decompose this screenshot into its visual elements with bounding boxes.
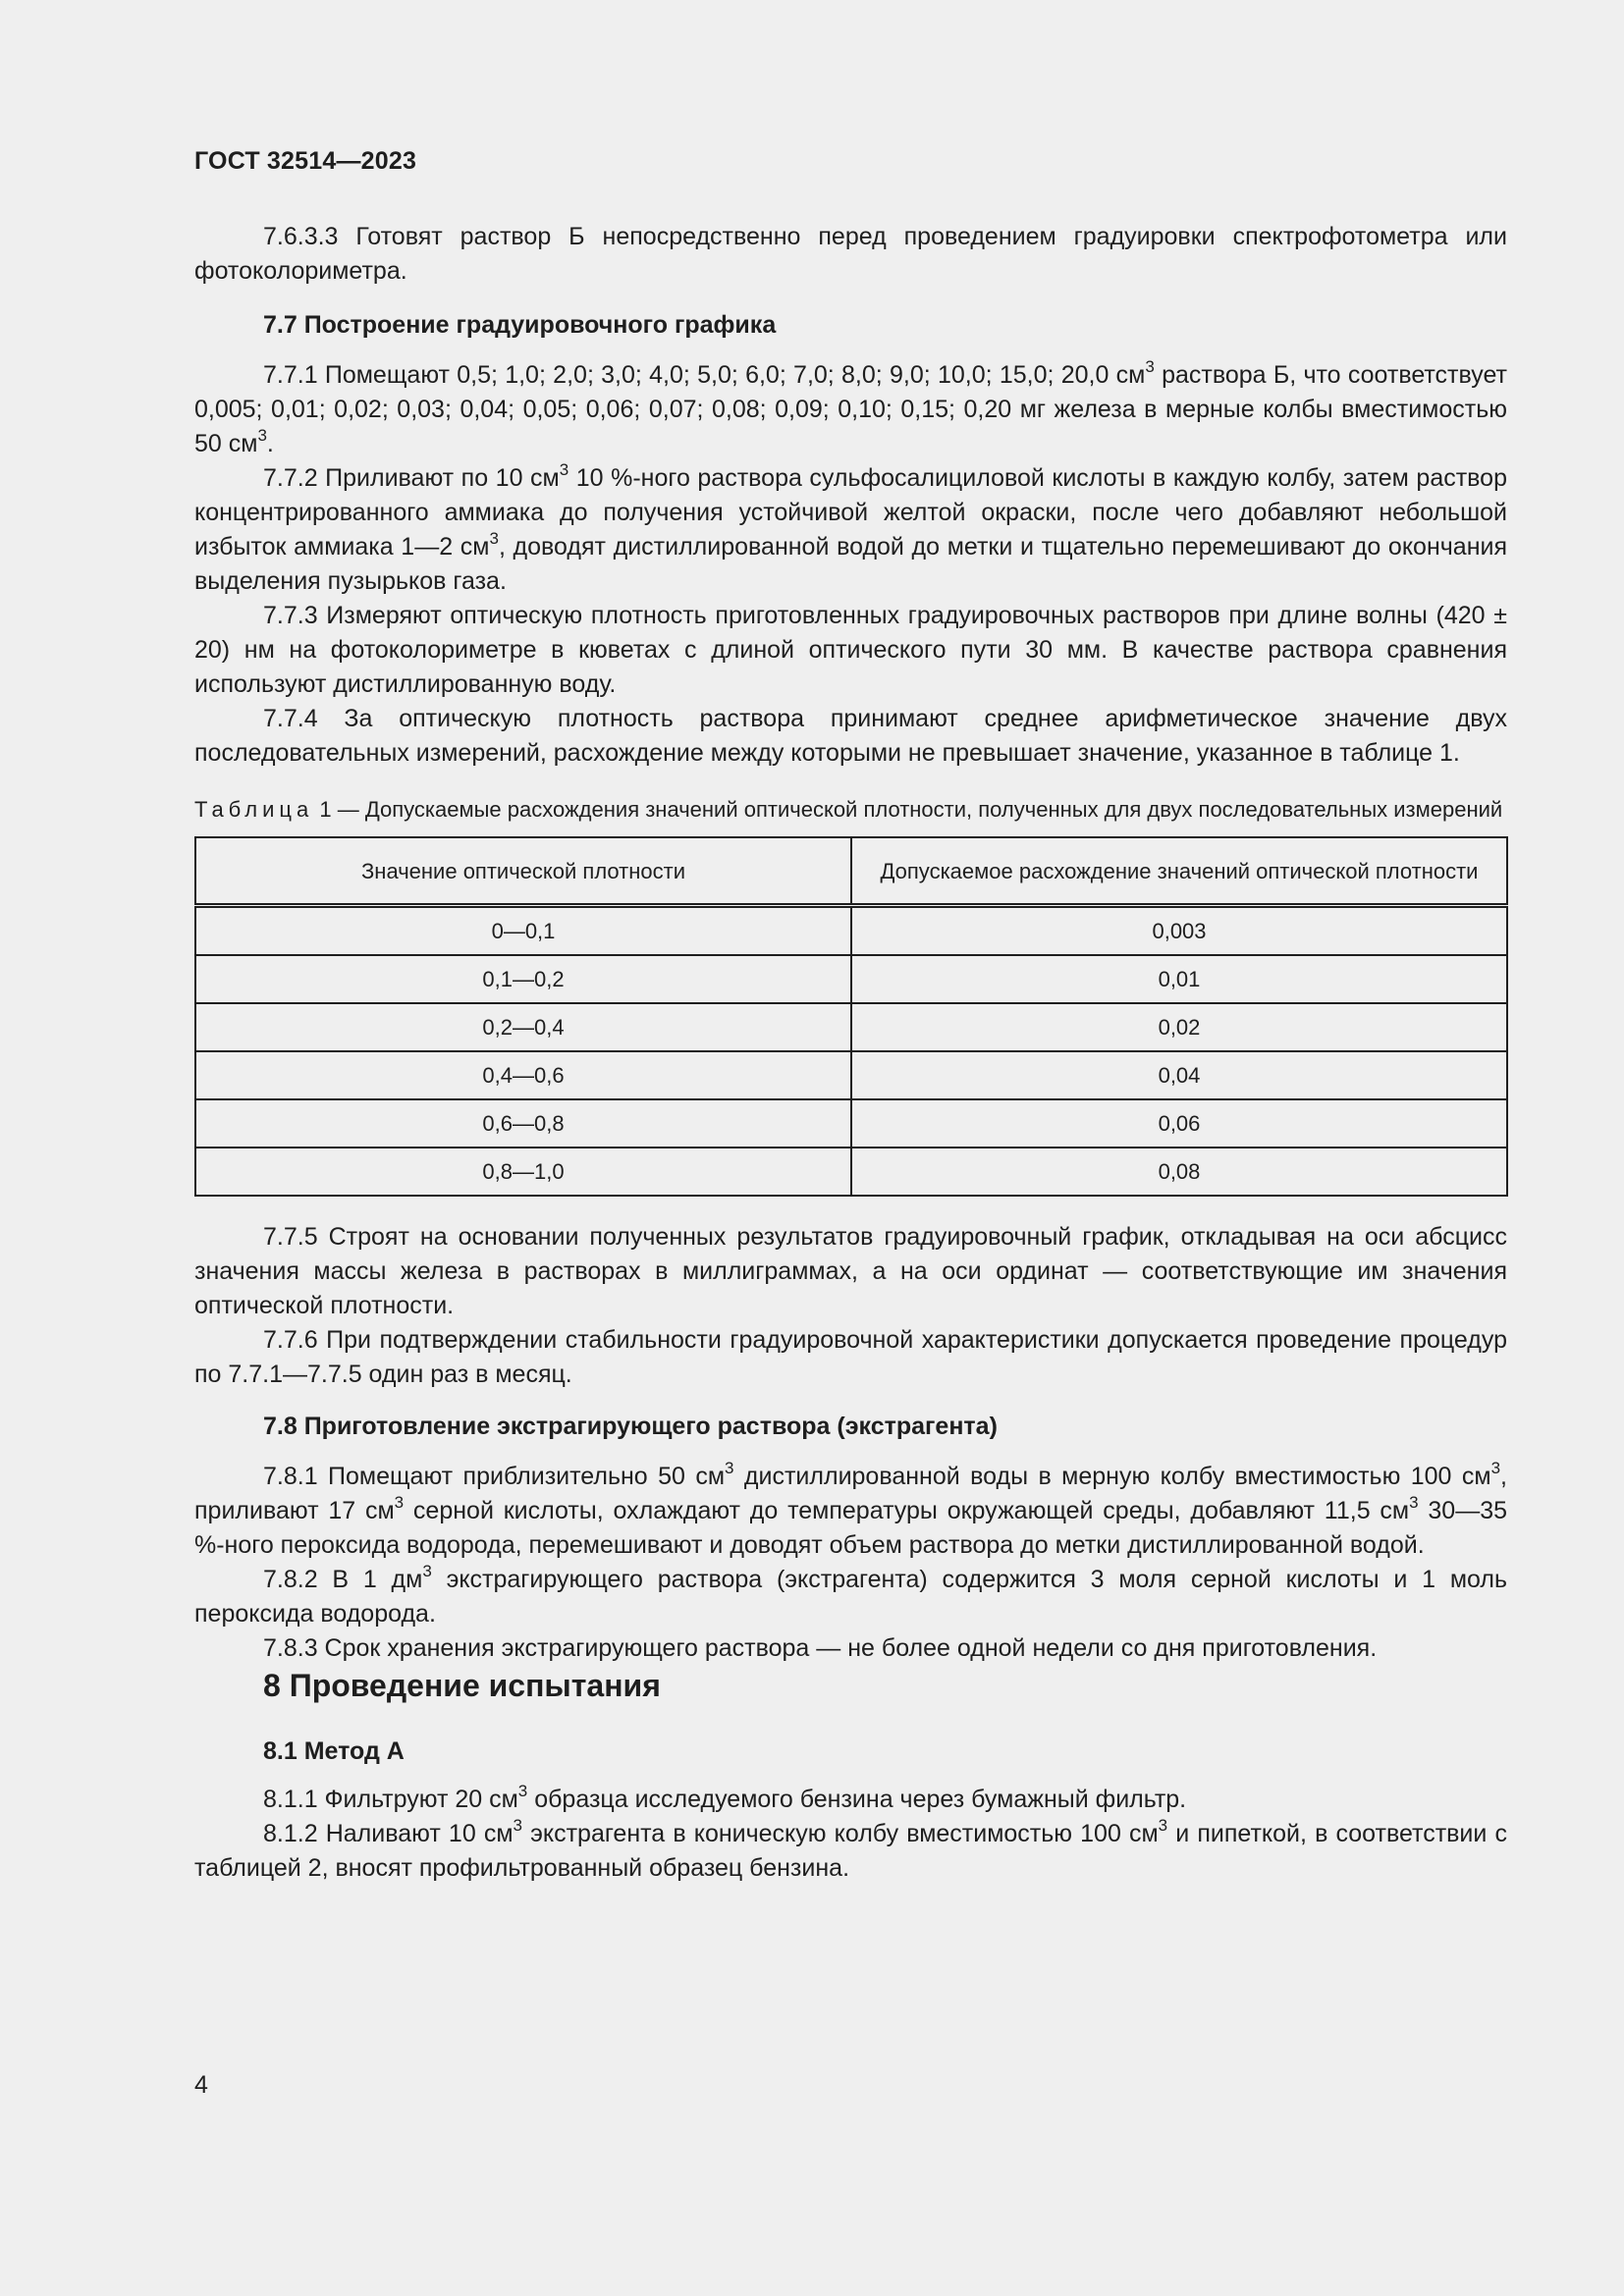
text-segment: 8.1.2 Наливают 10 см — [263, 1820, 514, 1847]
superscript: 3 — [517, 1781, 528, 1800]
superscript: 3 — [1145, 356, 1155, 376]
text-segment: 7.8.2 В 1 дм — [263, 1566, 423, 1593]
table-cell: 0,04 — [851, 1051, 1507, 1099]
page-number: 4 — [194, 2071, 208, 2099]
text-segment: 8.1.1 Фильтруют 20 см — [263, 1786, 518, 1813]
table-caption-text: 1 — Допускаемые расхождения значений оптической плотности, полученных для двух последовательных измерений — [313, 797, 1503, 822]
paragraph-7-8-2 — [194, 1563, 1507, 1631]
table-cell: 0,01 — [851, 955, 1507, 1003]
superscript: 3 — [257, 425, 267, 445]
paragraph-7-6-3-3: 7.6.3.3 Готовят раствор Б непосредственно перед проведением градуировки спектрофотометра или фотоколориметра. — [194, 223, 1507, 285]
column-header: Значение оптической плотности — [195, 837, 851, 906]
table-caption — [194, 794, 1507, 825]
text-segment: раствора Б, что соответствует 0,005; 0,01; 0,02; 0,03; 0,04; 0,05; 0,06; 0,07; 0,08; 0,09; 0,10; 0,15; 0,20 мг железа в мерные колбы вместимостью 50 см — [194, 361, 1507, 457]
paragraph-7-7-5: 7.7.5 Строят на основании полученных результатов градуировочный график, откладывая на оси абсцисс значения массы железа в растворах в миллиграммах, а на оси ординат — соответствующие им значения оптической плотности. — [194, 1223, 1507, 1319]
paragraph-7-7-2 — [194, 461, 1507, 599]
table-row — [195, 1051, 1507, 1099]
table-cell: 0,08 — [851, 1148, 1507, 1196]
table-cell: 0,06 — [851, 1099, 1507, 1148]
table-cell: 0,02 — [851, 1003, 1507, 1051]
table-cell: 0,2—0,4 — [195, 1003, 851, 1051]
text-segment: . — [266, 430, 274, 457]
superscript: 3 — [559, 459, 569, 479]
text-segment: 10 %-ного раствора сульфосалициловой кислоты в каждую колбу, затем раствор концентрированного аммиака до получения устойчивой желтой окраски, после чего добавляют небольшой избыток аммиака 1—2 см — [194, 464, 1507, 561]
text-segment: дистиллированной воды в мерную колбу вместимостью 100 см — [733, 1463, 1491, 1490]
table-row — [195, 1099, 1507, 1148]
paragraph-7-7-1 — [194, 358, 1507, 461]
paragraph-7-8-3: 7.8.3 Срок хранения экстрагирующего раствора — не более одной недели со дня приготовления. — [263, 1634, 1378, 1662]
text-segment: образца исследуемого бензина через бумажный фильтр. — [527, 1786, 1187, 1813]
superscript: 3 — [725, 1458, 734, 1477]
superscript: 3 — [513, 1815, 522, 1835]
table-row — [195, 1003, 1507, 1051]
table-row — [195, 1148, 1507, 1196]
text-segment: и пипеткой, в соответствии с таблицей 2, вносят профильтрованный образец бензина. — [194, 1820, 1507, 1882]
superscript: 3 — [489, 528, 499, 548]
text-segment: 7.7.2 Приливают по 10 см — [263, 464, 560, 492]
table-optical-density — [194, 836, 1508, 1197]
paragraph-7-7-4: 7.7.4 За оптическую плотность раствора принимают среднее арифметическое значение двух последовательных измерений, расхождение между которыми не превышает значение, указанное в таблице 1. — [194, 705, 1507, 767]
text-segment: 7.7.1 Помещают 0,5; 1,0; 2,0; 3,0; 4,0; 5,0; 6,0; 7,0; 8,0; 9,0; 10,0; 15,0; 20,0 см — [263, 361, 1146, 389]
superscript: 3 — [394, 1492, 405, 1512]
text-segment: экстрагирующего раствора (экстрагента) содержится 3 моля серной кислоты и 1 моль пероксида водорода. — [194, 1566, 1507, 1628]
column-header: Допускаемое расхождение значений оптической плотности — [851, 837, 1507, 906]
text-segment: , приливают 17 см — [194, 1463, 1507, 1524]
superscript: 3 — [1490, 1458, 1501, 1477]
section-heading-8-1: 8.1 Метод А — [263, 1737, 405, 1765]
paragraph-7-8-1 — [194, 1460, 1507, 1563]
superscript: 3 — [422, 1561, 432, 1580]
table-cell: 0,8—1,0 — [195, 1148, 851, 1196]
paragraph-7-7-3: 7.7.3 Измеряют оптическую плотность приготовленных градуировочных растворов при длине волны (420 ± 20) нм на фотоколориметре в кюветах с длиной оптического пути 30 мм. В качестве раствора сравнения используют дистиллированную воду. — [194, 602, 1507, 698]
section-heading-8: 8 Проведение испытания — [263, 1668, 661, 1703]
superscript: 3 — [1158, 1815, 1168, 1835]
section-heading-7-7: 7.7 Построение градуировочного графика — [263, 311, 777, 339]
table-cell: 0,1—0,2 — [195, 955, 851, 1003]
text-segment: 30—35 %-ного пероксида водорода, перемешивают и доводят объем раствора до метки дистиллированной водой. — [194, 1497, 1508, 1559]
table-cell: 0,003 — [851, 906, 1507, 956]
document-header: ГОСТ 32514—2023 — [194, 147, 417, 175]
text-segment: серной кислоты, охлаждают до температуры окружающей среды, добавляют 11,5 см — [404, 1497, 1410, 1524]
table-cell: 0—0,1 — [195, 906, 851, 956]
table-cell: 0,4—0,6 — [195, 1051, 851, 1099]
paragraph-8-1-2 — [194, 1817, 1507, 1886]
paragraph-8-1-1 — [194, 1783, 1507, 1817]
table-cell: 0,6—0,8 — [195, 1099, 851, 1148]
paragraph-7-7-6: 7.7.6 При подтверждении стабильности градуировочной характеристики допускается проведение процедур по 7.7.1—7.7.5 один раз в месяц. — [194, 1326, 1507, 1388]
section-heading-7-8: 7.8 Приготовление экстрагирующего раствора (экстрагента) — [263, 1413, 998, 1440]
table-header-row — [195, 837, 1507, 906]
table-row — [195, 906, 1507, 956]
page-content — [194, 220, 1507, 1886]
table-caption-label: Таблица — [194, 797, 314, 822]
table-row — [195, 955, 1507, 1003]
text-segment: экстрагента в коническую колбу вместимостью 100 см — [522, 1820, 1159, 1847]
text-segment: 7.8.1 Помещают приблизительно 50 см — [263, 1463, 726, 1490]
text-segment: , доводят дистиллированной водой до метки и тщательно перемешивают до окончания выделения пузырьков газа. — [194, 533, 1507, 595]
superscript: 3 — [1409, 1492, 1419, 1512]
